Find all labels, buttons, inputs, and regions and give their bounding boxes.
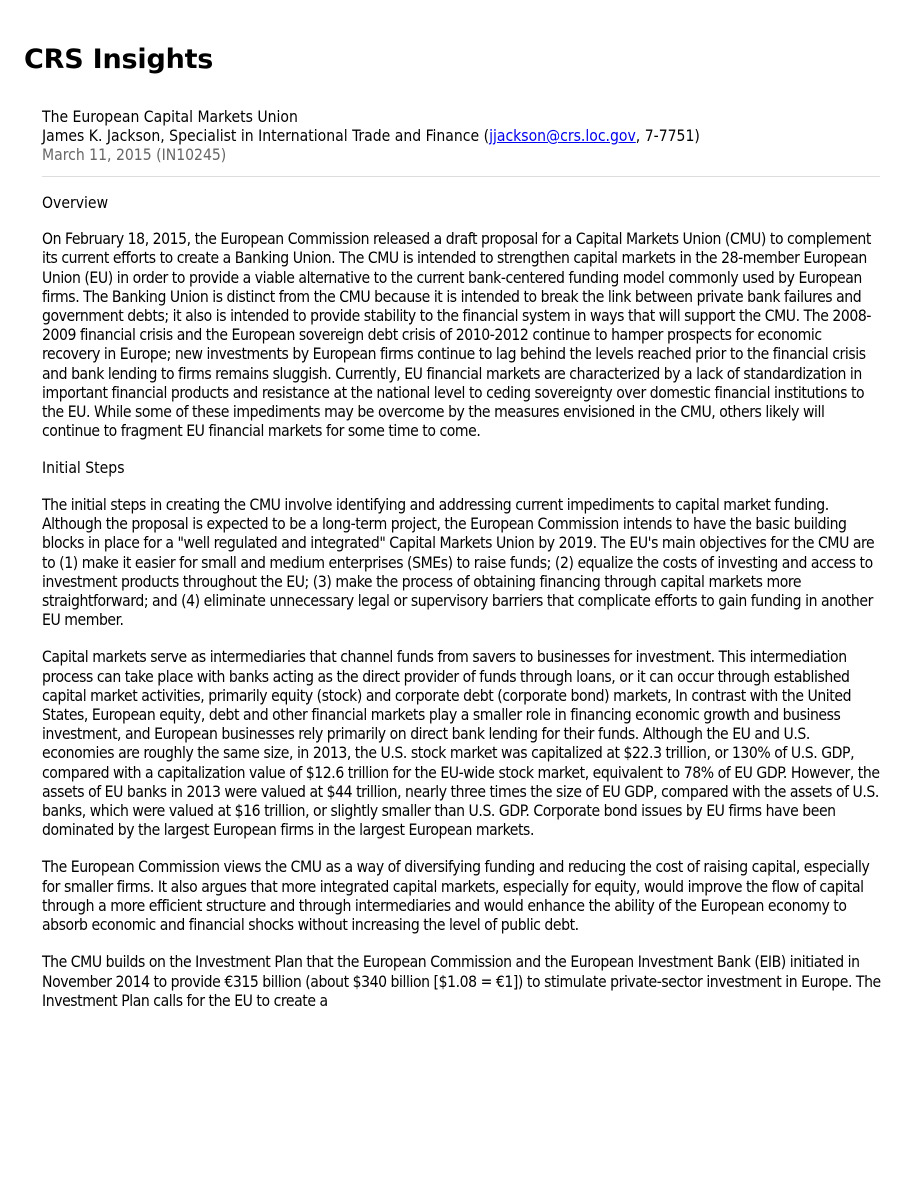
masthead-title: CRS Insights [24, 44, 214, 75]
author-email-link[interactable]: jjackson@crs.loc.gov [489, 127, 636, 146]
paragraph-initial-steps: The initial steps in creating the CMU involve identifying and addressing current impediments to capital market funding. Although the proposal is expected to be a long-term project, the European Commission intends to have the basic building blocks in place for a "well regulated and integrated" Capital Markets Union by 2019. The EU's main objectives for the CMU are to (1) make it easier for small and medium enterprises (SMEs) to raise funds; (2) equalize the costs of investing and access to investment products throughout the EU; (3) make the process of obtaining financing through capital markets more straightforward; and (4) eliminate unnecessary legal or supervisory barriers that complicate efforts to gain funding in another EU member. [42, 496, 875, 630]
paragraph-commission-view: The European Commission views the CMU as a way of diversifying funding and reducing the cost of raising capital, especially for smaller firms. It also argues that more integrated capital markets, especially for equity, would improve the flow of capital through a more efficient structure and through intermediaries and would enhance the ability of the European economy to absorb economic and financial shocks without increasing the level of public debt. [42, 858, 870, 935]
header-divider [42, 176, 880, 177]
paragraph-overview: On February 18, 2015, the European Commission released a draft proposal for a Capital Markets Union (CMU) to complement its current efforts to create a Banking Union. The CMU is intended to strengthen capital markets in the 28-member European Union (EU) in order to provide a viable alternative to the current bank-centered funding model commonly used by European firms. The Banking Union is distinct from the CMU because it is intended to break the link between private bank failures and government debts; it also is intended to provide stability to the financial system in ways that will support the CMU. The 2008-2009 financial crisis and the European sovereign debt crisis of 2010-2012 continue to hamper prospects for economic recovery in Europe; new investments by European firms continue to lag behind the levels reached prior to the financial crisis and bank lending to firms remains sluggish. Currently, EU financial markets are characterized by a lack of standardization in important financial products and resistance at the national level to ceding sovereignty over domestic financial institutions to the EU. While some of these impediments may be overcome by the measures envisioned in the CMU, others likely will continue to fragment EU financial markets for some time to come. [42, 230, 872, 441]
author-line [42, 127, 882, 146]
section-heading-overview: Overview [42, 193, 109, 212]
publication-date: March 11, 2015 (IN10245) [42, 146, 227, 165]
author-text: James K. Jackson, Specialist in International Trade and Finance ( [42, 127, 490, 146]
author-phone: , 7-7751) [635, 127, 700, 146]
article [42, 108, 882, 1029]
section-heading-initial-steps: Initial Steps [42, 459, 125, 478]
article-meta [42, 108, 882, 166]
paragraph-investment-plan: The CMU builds on the Investment Plan that the European Commission and the European Investment Bank (EIB) initiated in November 2014 to provide €315 billion (about $340 billion [$1.08 = €1]) to stimulate private-sector investment in Europe. The Investment Plan calls for the EU to create a [42, 953, 881, 1010]
article-title: The European Capital Markets Union [42, 108, 298, 126]
paragraph-capital-markets: Capital markets serve as intermediaries that channel funds from savers to businesses for investment. This intermediation process can take place with banks acting as the direct provider of funds through loans, or it can occur through established capital market activities, primarily equity (stock) and corporate debt (corporate bond) markets, In contrast with the United States, European equity, debt and other financial markets play a smaller role in financing economic growth and business investment, and European businesses rely primarily on direct bank lending for their funds. Although the EU and U.S. economies are roughly the same size, in 2013, the U.S. stock market was capitalized at $22.3 trillion, or 130% of U.S. GDP, compared with a capitalization value of $12.6 trillion for the EU-wide stock market, equivalent to 78% of EU GDP. However, the assets of EU banks in 2013 were valued at $44 trillion, nearly three times the size of EU GDP, compared with the assets of U.S. banks, which were valued at $16 trillion, or slightly smaller than U.S. GDP. Corporate bond issues by EU firms have been dominated by the largest European firms in the largest European markets. [42, 648, 880, 840]
